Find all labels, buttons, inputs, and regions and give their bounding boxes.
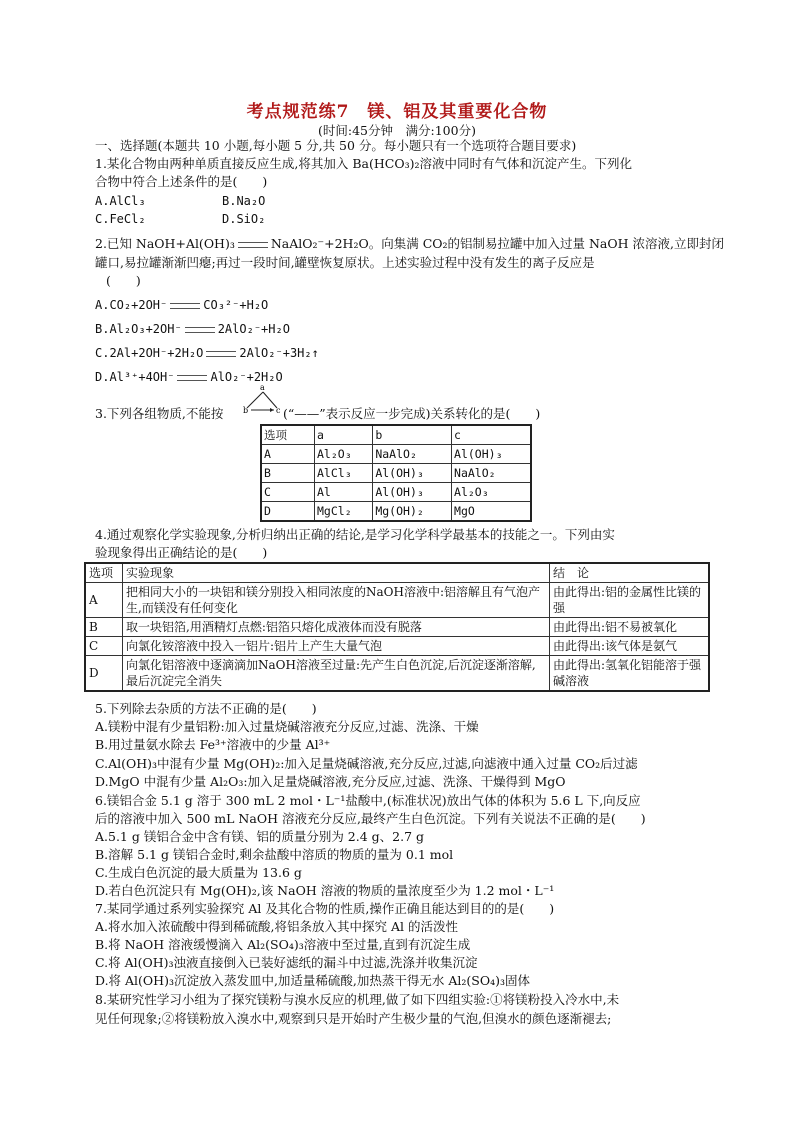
table-header: a	[315, 425, 373, 445]
node-c: c	[276, 406, 281, 414]
triangle-diagram-icon	[243, 382, 283, 414]
q6-option-d: D.若白色沉淀只有 Mg(OH)₂,该 NaOH 溶液的物质的量浓度至少为 1.2 mol・L⁻¹	[95, 883, 555, 898]
q2-option-b	[95, 320, 290, 338]
table-cell: 由此得出:铝的金属性比镁的强	[550, 583, 710, 618]
q5-option-c: C.Al(OH)₃中混有少量 Mg(OH)₂:加入足量烧碱溶液,充分反应,过滤,向滤液中通入过量 CO₂后过滤	[95, 756, 638, 771]
table-header: 结 论	[550, 563, 710, 583]
q2-stem-line3: ( )	[106, 273, 141, 288]
table-header-row	[261, 425, 531, 445]
q5-option-b: B.用过量氨水除去 Fe³⁺溶液中的少量 Al³⁺	[95, 737, 331, 752]
node-b: b	[243, 406, 249, 414]
node-a: a	[260, 383, 265, 392]
table-cell: C	[261, 483, 315, 502]
equals-arrow-icon	[185, 327, 215, 333]
table-cell: MgO	[452, 502, 531, 522]
q1-option-a: A.AlCl₃	[95, 194, 146, 208]
q6-option-a: A.5.1 g 镁铝合金中含有镁、铝的质量分别为 2.4 g、2.7 g	[95, 829, 425, 844]
table-cell: 取一块铝箔,用酒精灯点燃:铝箔只熔化成液体而没有脱落	[123, 618, 550, 637]
table-cell: B	[261, 464, 315, 483]
q5-option-d: D.MgO 中混有少量 Al₂O₃:加入足量烧碱溶液,充分反应,过滤、洗涤、干燥得到 MgO	[95, 774, 566, 789]
table-header: 选项	[261, 425, 315, 445]
table-cell: B	[85, 618, 123, 637]
table-header-row	[85, 563, 709, 583]
q2-option-a-left: A.CO₂+2OH⁻	[95, 298, 168, 312]
q2-option-a	[95, 296, 268, 314]
q3-table	[260, 424, 532, 522]
q2-option-c-left: C.2Al+2OH⁻+2H₂O	[95, 346, 204, 360]
table-header: 实验现象	[123, 563, 550, 583]
q2-option-d-right: AlO₂⁻+2H₂O	[210, 370, 283, 384]
table-cell: Al(OH)₃	[373, 483, 452, 502]
q2-option-c-right: 2AlO₂⁻+3H₂↑	[239, 346, 319, 360]
q8-stem-line2: 见任何现象;②将镁粉放入溴水中,观察到只是开始时产生极少量的气泡,但溴水的颜色逐渐褪去;	[95, 1011, 612, 1026]
q1-stem-line2: 合物中符合上述条件的是( )	[95, 174, 268, 189]
table-cell: 由此得出:氢氧化铝能溶于强碱溶液	[550, 656, 710, 692]
equals-arrow-icon	[177, 375, 207, 381]
table-cell: A	[85, 583, 123, 618]
table-cell: NaAlO₂	[373, 445, 452, 464]
q1-option-d: D.SiO₂	[222, 212, 266, 226]
table-row	[85, 583, 709, 618]
table-cell: MgCl₂	[315, 502, 373, 522]
equals-arrow-icon	[170, 303, 200, 309]
q4-stem-line1: 4.通过观察化学实验现象,分析归纳出正确的结论,是学习化学科学最基本的技能之一。下列由实	[95, 527, 615, 542]
q2-option-d-left: D.Al³⁺+4OH⁻	[95, 370, 175, 384]
q3-stem-post: (“——”表示反应一步完成)关系转化的是( )	[283, 406, 541, 421]
q5-option-a: A.镁粉中混有少量铝粉:加入过量烧碱溶液充分反应,过滤、洗涤、干燥	[95, 719, 479, 734]
table-cell: Mg(OH)₂	[373, 502, 452, 522]
table-cell: D	[261, 502, 315, 522]
table-cell: Al(OH)₃	[452, 445, 531, 464]
q2-stem-line1	[95, 235, 724, 253]
table-cell: Al	[315, 483, 373, 502]
q6-option-c: C.生成白色沉淀的最大质量为 13.6 g	[95, 865, 302, 880]
table-header: c	[452, 425, 531, 445]
q7-option-a: A.将水加入浓硫酸中得到稀硫酸,将铝条放入其中探究 Al 的活泼性	[95, 919, 458, 934]
q2-option-c	[95, 344, 319, 362]
table-cell: D	[85, 656, 123, 692]
table-row	[85, 656, 709, 692]
q6-option-b: B.溶解 5.1 g 镁铝合金时,剩余盐酸中溶质的物质的量为 0.1 mol	[95, 847, 454, 862]
table-header: b	[373, 425, 452, 445]
table-cell: 把相同大小的一块铝和镁分别投入相同浓度的NaOH溶液中:铝溶解且有气泡产生,而镁没有任何变化	[123, 583, 550, 618]
table-header: 选项	[85, 563, 123, 583]
q2-option-b-right: 2AlO₂⁻+H₂O	[217, 322, 290, 336]
q2-stem-part2: NaAlO₂⁻+2H₂O。向集满 CO₂的铝制易拉罐中加入过量 NaOH 浓溶液,立即封闭	[270, 236, 724, 251]
table-cell: AlCl₃	[315, 464, 373, 483]
q7-option-d: D.将 Al(OH)₃沉淀放入蒸发皿中,加适量稀硫酸,加热蒸干得无水 Al₂(SO₄)₃固体	[95, 973, 531, 988]
q7-option-b: B.将 NaOH 溶液缓慢滴入 Al₂(SO₄)₃溶液中至过量,直到有沉淀生成	[95, 937, 471, 952]
q4-stem-line2: 验现象得出正确结论的是( )	[95, 545, 268, 560]
table-cell: Al₂O₃	[452, 483, 531, 502]
table-row	[85, 637, 709, 656]
page-subtitle: (时间:45分钟 满分:100分)	[318, 123, 476, 138]
table-cell: 向氯化铝溶液中逐滴滴加NaOH溶液至过量:先产生白色沉淀,后沉淀逐渐溶解,最后沉淀完全消失	[123, 656, 550, 692]
q5-stem: 5.下列除去杂质的方法不正确的是( )	[95, 701, 317, 716]
table-cell: A	[261, 445, 315, 464]
equals-arrow-icon	[206, 351, 236, 357]
q1-option-b: B.Na₂O	[222, 194, 266, 208]
q2-option-a-right: CO₃²⁻+H₂O	[203, 298, 269, 312]
table-cell: 由此得出:该气体是氨气	[550, 637, 710, 656]
page-title: 考点规范练7 镁、铝及其重要化合物	[246, 102, 548, 122]
q7-stem: 7.某同学通过系列实验探究 Al 及其化合物的性质,操作正确且能达到目的的是( )	[95, 901, 555, 916]
q1-stem-line1: 1.某化合物由两种单质直接反应生成,将其加入 Ba(HCO₃)₂溶液中同时有气体和沉淀产生。下列化	[95, 156, 633, 171]
q6-stem-line1: 6.镁铝合金 5.1 g 溶于 300 mL 2 mol・L⁻¹盐酸中,(标准状况)放出气体的体积为 5.6 L 下,向反应	[95, 793, 641, 808]
q6-stem-line2: 后的溶液中加入 500 mL NaOH 溶液充分反应,最终产生白色沉淀。下列有关说法不正确的是( )	[95, 811, 646, 826]
table-cell: 向氯化铵溶液中投入一铝片:铝片上产生大量气泡	[123, 637, 550, 656]
table-row	[261, 502, 531, 522]
section-heading: 一、选择题(本题共 10 小题,每小题 5 分,共 50 分。每小题只有一个选项符合题目要求)	[95, 138, 577, 153]
table-row	[261, 464, 531, 483]
table-cell: Al(OH)₃	[373, 464, 452, 483]
q2-option-b-left: B.Al₂O₃+2OH⁻	[95, 322, 182, 336]
table-cell: C	[85, 637, 123, 656]
q7-option-c: C.将 Al(OH)₃浊液直接倒入已装好滤纸的漏斗中过滤,洗涤并收集沉淀	[95, 955, 478, 970]
q2-stem-part1: 2.已知 NaOH+Al(OH)₃	[95, 236, 235, 251]
table-cell: 由此得出:铝不易被氧化	[550, 618, 710, 637]
table-row	[261, 445, 531, 464]
table-cell: Al₂O₃	[315, 445, 373, 464]
q1-option-c: C.FeCl₂	[95, 212, 146, 226]
q8-stem-line1: 8.某研究性学习小组为了探究镁粉与溴水反应的机理,做了如下四组实验:①将镁粉投入冷水中,未	[95, 992, 620, 1007]
equals-arrow-icon	[238, 242, 268, 248]
q4-table	[84, 562, 710, 692]
table-cell: NaAlO₂	[452, 464, 531, 483]
table-row	[261, 483, 531, 502]
q2-stem-line2: 罐口,易拉罐渐渐凹瘪;再过一段时间,罐壁恢复原状。上述实验过程中没有发生的离子反应是	[95, 255, 595, 270]
table-row	[85, 618, 709, 637]
q3-stem-pre: 3.下列各组物质,不能按	[95, 406, 224, 421]
